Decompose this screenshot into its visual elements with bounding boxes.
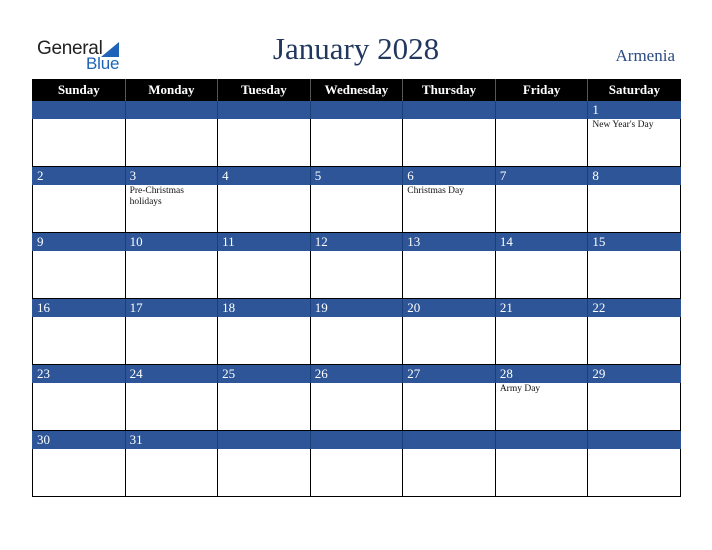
day-number: 2 — [33, 167, 126, 186]
day-cell — [33, 185, 126, 233]
week-events-row — [33, 317, 681, 365]
day-cell — [33, 119, 126, 167]
day-cell — [495, 383, 588, 431]
logo-blue-text: Blue — [86, 54, 120, 73]
weekday-monday: Monday — [125, 79, 218, 101]
day-number: 10 — [125, 233, 218, 252]
day-number: 25 — [218, 365, 311, 384]
day-cell — [33, 317, 126, 365]
day-number: 14 — [495, 233, 588, 252]
day-cell — [125, 449, 218, 497]
week-number-row — [33, 365, 681, 384]
day-cell — [218, 251, 311, 299]
day-cell — [218, 119, 311, 167]
week-events-row — [33, 251, 681, 299]
logo-general-text: General — [37, 38, 103, 59]
day-number: 11 — [218, 233, 311, 252]
week-events-row — [33, 383, 681, 431]
day-number — [218, 431, 311, 450]
day-cell — [310, 119, 403, 167]
day-number: 6 — [403, 167, 496, 186]
day-number: 15 — [588, 233, 681, 252]
day-number: 28 — [495, 365, 588, 384]
week-events-row — [33, 185, 681, 233]
day-cell — [588, 383, 681, 431]
day-cell — [33, 251, 126, 299]
day-cell — [495, 251, 588, 299]
day-number: 23 — [33, 365, 126, 384]
calendar-grid — [32, 79, 681, 497]
day-number: 16 — [33, 299, 126, 318]
day-cell — [218, 383, 311, 431]
day-cell — [125, 317, 218, 365]
day-cell — [310, 449, 403, 497]
weekday-sunday: Sunday — [33, 79, 126, 101]
day-number: 22 — [588, 299, 681, 318]
weekday-tuesday: Tuesday — [218, 79, 311, 101]
day-number: 9 — [33, 233, 126, 252]
day-cell — [218, 449, 311, 497]
day-number — [310, 431, 403, 450]
weekday-wednesday: Wednesday — [310, 79, 403, 101]
day-number: 27 — [403, 365, 496, 384]
day-cell — [495, 449, 588, 497]
week-number-row — [33, 101, 681, 119]
day-cell — [125, 383, 218, 431]
day-number: 3 — [125, 167, 218, 186]
day-number: 29 — [588, 365, 681, 384]
day-cell — [588, 119, 681, 167]
day-number — [125, 101, 218, 119]
day-number: 7 — [495, 167, 588, 186]
day-cell — [588, 449, 681, 497]
day-cell — [33, 383, 126, 431]
day-cell — [125, 251, 218, 299]
country-label: Armenia — [615, 46, 675, 65]
day-cell — [310, 317, 403, 365]
day-cell — [588, 185, 681, 233]
holiday-label: New Year's Day — [592, 120, 654, 130]
page-title: January 2028 — [272, 31, 440, 66]
weekday-friday: Friday — [495, 79, 588, 101]
day-cell — [495, 185, 588, 233]
day-number: 12 — [310, 233, 403, 252]
day-cell — [403, 383, 496, 431]
day-cell — [218, 317, 311, 365]
day-cell — [495, 119, 588, 167]
week-number-row — [33, 167, 681, 186]
day-number — [403, 101, 496, 119]
day-cell — [403, 317, 496, 365]
week-number-row — [33, 431, 681, 450]
day-cell — [125, 185, 218, 233]
day-number: 18 — [218, 299, 311, 318]
day-number — [495, 431, 588, 450]
week-events-row — [33, 449, 681, 497]
day-number: 8 — [588, 167, 681, 186]
day-number: 5 — [310, 167, 403, 186]
day-number: 1 — [588, 101, 681, 119]
day-number: 21 — [495, 299, 588, 318]
holiday-label: Army Day — [499, 384, 541, 394]
day-cell — [310, 383, 403, 431]
day-number — [588, 431, 681, 450]
day-number — [33, 101, 126, 119]
week-number-row — [33, 233, 681, 252]
day-number: 13 — [403, 233, 496, 252]
day-cell — [310, 251, 403, 299]
day-cell — [218, 185, 311, 233]
day-number: 24 — [125, 365, 218, 384]
day-number — [218, 101, 311, 119]
holiday-label: Christmas Day — [407, 186, 464, 196]
day-number — [310, 101, 403, 119]
weekday-header-row — [33, 79, 681, 101]
day-cell — [125, 119, 218, 167]
day-number: 30 — [33, 431, 126, 450]
day-cell — [310, 185, 403, 233]
day-number: 20 — [403, 299, 496, 318]
day-cell — [33, 449, 126, 497]
day-number: 4 — [218, 167, 311, 186]
day-cell — [403, 251, 496, 299]
day-cell — [403, 185, 496, 233]
holiday-label: Pre-Christmas holidays — [129, 186, 184, 207]
day-number: 26 — [310, 365, 403, 384]
day-cell — [495, 317, 588, 365]
weekday-thursday: Thursday — [403, 79, 496, 101]
day-number — [495, 101, 588, 119]
day-cell — [403, 119, 496, 167]
day-cell — [588, 317, 681, 365]
day-number: 19 — [310, 299, 403, 318]
day-number: 31 — [125, 431, 218, 450]
weekday-saturday: Saturday — [588, 79, 681, 101]
day-cell — [588, 251, 681, 299]
day-number: 17 — [125, 299, 218, 318]
day-cell — [403, 449, 496, 497]
week-events-row — [33, 119, 681, 167]
day-number — [403, 431, 496, 450]
week-number-row — [33, 299, 681, 318]
